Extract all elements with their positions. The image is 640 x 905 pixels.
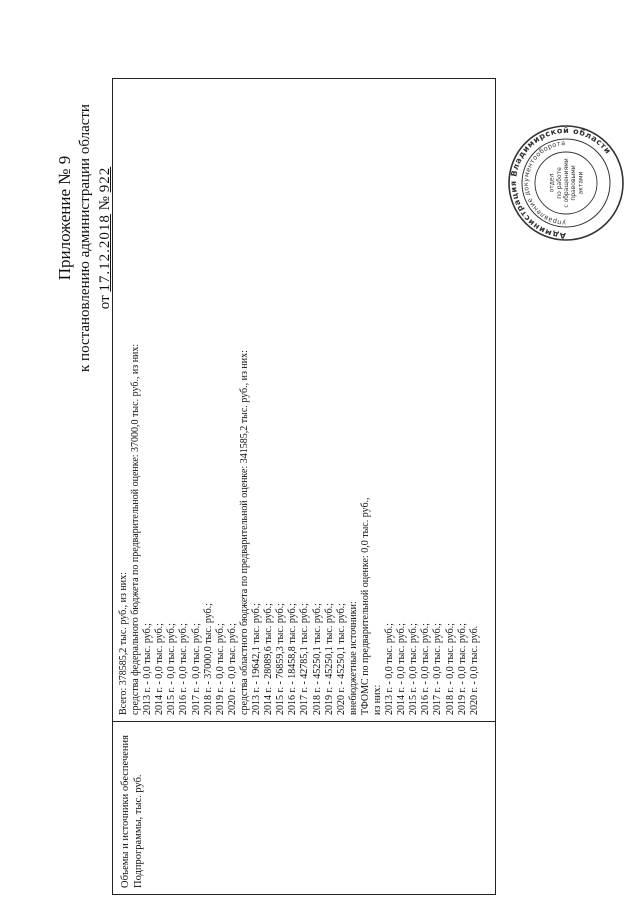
funding-line: 2016 г. - 0,0 тыс. руб.; [178,623,190,715]
funding-line: 2017 г. - 0,0 тыс. руб.; [190,623,202,715]
funding-line: 2019 г. - 0,0 тыс. руб.; [456,623,468,715]
stamp-inner-line: актами [577,171,585,195]
funding-line: 2017 г. - 0,0 тыс. руб.; [432,623,444,715]
funding-line: 2013 г. - 0,0 тыс. руб.; [384,623,396,715]
funding-line: средства областного бюджета по предварительной оценке: 341585,2 тыс. руб., из них: [238,350,250,715]
table-label-cell: Объемы и источники обеспечения Подпрограммы, тыс. руб. [113,721,495,894]
appendix-title: Приложение № 9 [55,155,74,281]
funding-line: 2014 г. - 0,0 тыс. руб.; [396,623,408,715]
funding-line: 2018 г. - 37000,0 тыс. руб.; [202,603,214,715]
funding-line: ТФОМС по предварительной оценке: 0,0 тыс. руб., [359,497,371,715]
funding-table [112,78,496,895]
funding-line: 2019 г. - 45250,1 тыс. руб.; [323,603,335,715]
number-prefix: № [97,196,113,211]
funding-line: 2018 г. - 0,0 тыс. руб.; [444,623,456,715]
funding-line: 2014 г. - 28089,6 тыс. руб.; [263,603,275,715]
date-prefix: от [97,295,113,310]
stamp-inner-line: по работе [555,167,563,199]
funding-line: 2016 г. - 18458,8 тыс. руб.; [287,603,299,715]
funding-line: внебюджетные источники: [347,601,359,715]
funding-line: 2013 г. - 19642,1 тыс. руб.; [251,603,263,715]
funding-line: 2018 г. - 45250,1 тыс. руб.; [311,603,323,715]
appendix-subtitle: к постановлению администрации области [77,104,93,372]
decree-number: 922 [97,166,113,193]
table-content-cell [113,79,495,721]
stamp-middle-text: управление документооборота [521,138,567,228]
funding-line: 2015 г. - 76859,3 тыс. руб.; [275,603,287,715]
stamp-inner-line: с обращениями [563,158,570,208]
decree-date: 17.12.2018 [97,214,113,292]
official-stamp [506,123,626,243]
appendix-header [55,83,115,393]
funding-line: 2015 г. - 0,0 тыс. руб.; [408,623,420,715]
funding-line: из них: [371,684,383,715]
funding-line: 2019 г. - 0,0 тыс. руб.; [214,623,226,715]
funding-line: 2015 г. - 0,0 тыс. руб.; [166,623,178,715]
funding-line: 2020 г. - 0,0 тыс. руб.; [226,623,238,715]
stamp-inner-line: отдел [548,173,556,193]
funding-line: 2020 г. - 0,0 тыс. руб. [468,625,480,715]
funding-line: 2014 г. - 0,0 тыс. руб.; [154,623,166,715]
funding-line: Всего: 378585,2 тыс. руб., из них: [118,572,129,715]
stamp-inner-line: правовыми [570,165,578,201]
funding-line: 2013 г. - 0,0 тыс. руб.; [142,623,154,715]
funding-line: средства федерального бюджета по предварительной оценке: 37000,0 тыс. руб., из них: [130,343,142,715]
funding-line: 2017 г. - 42785,1 тыс. руб.; [299,603,311,715]
funding-line: 2020 г. - 45250,1 тыс. руб.; [335,603,347,715]
funding-line: 2016 г. - 0,0 тыс. руб.; [420,623,432,715]
stamp-outer-text: Администрация Владимирской области [508,125,613,241]
